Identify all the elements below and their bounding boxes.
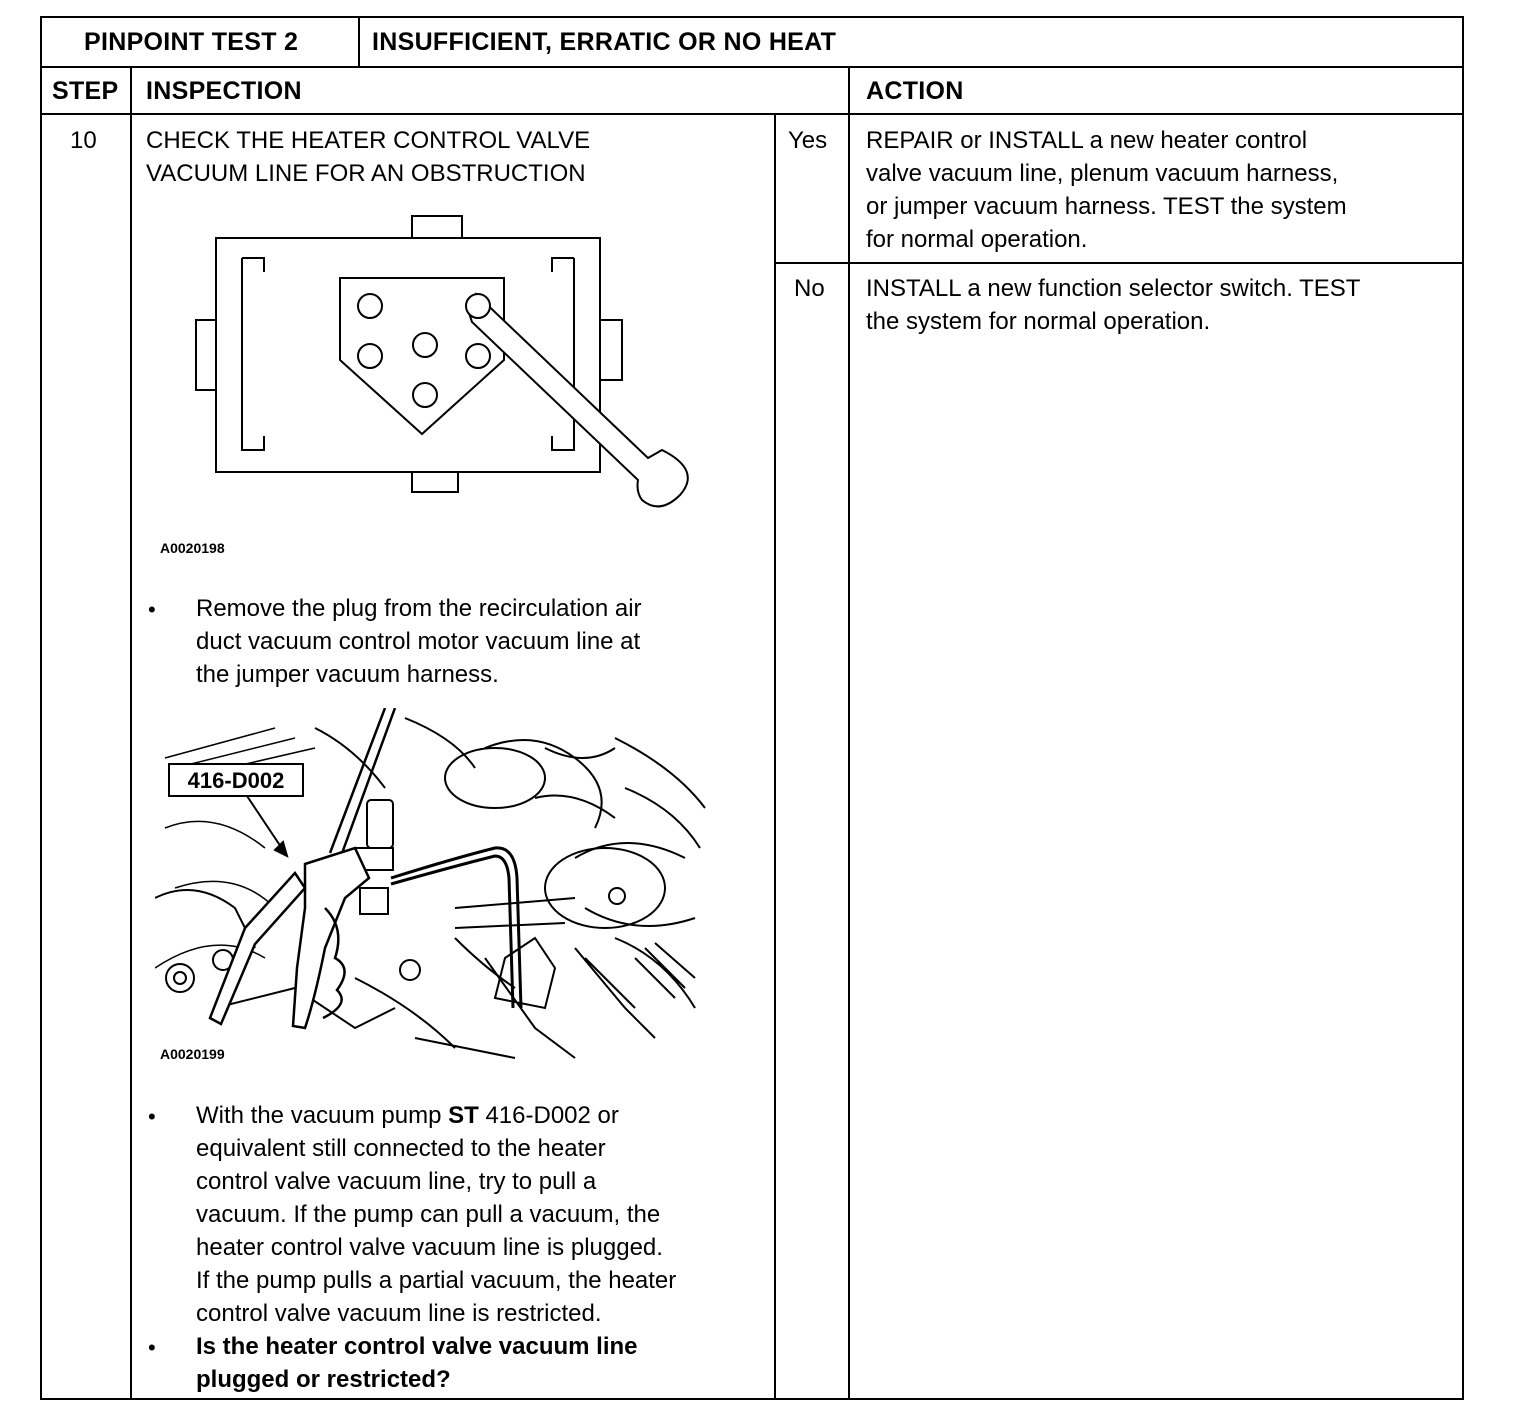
border-top [40,16,1464,18]
bullet2-line4: vacuum. If the pump can pull a vacuum, the [196,1201,661,1228]
divider-yes-no-row [774,262,1464,264]
border-header-bottom [40,66,1464,68]
yes-label: Yes [788,127,828,154]
bullet2-line7: control valve vacuum line is restricted. [196,1300,602,1327]
bullet1-line3: the jumper vacuum harness. [196,661,499,688]
question-line1: Is the heater control valve vacuum line [196,1333,638,1360]
col-header-action: ACTION [866,77,964,105]
yes-action-line4: for normal operation. [866,226,1088,253]
yes-action-line2: valve vacuum line, plenum vacuum harness, [866,160,1339,187]
bullet1-symbol: • [148,597,156,622]
divider-action [848,66,850,1400]
test-label: PINPOINT TEST 2 [84,28,299,56]
bullet2-line3: control valve vacuum line, try to pull a [196,1168,597,1195]
step-title-line1: CHECK THE HEATER CONTROL VALVE [146,127,591,154]
figure2-caption: A0020199 [160,1046,225,1062]
no-action-line1: INSTALL a new function selector switch. TEST [866,275,1361,302]
col-header-inspection: INSPECTION [146,77,302,105]
border-colheader-bottom [40,113,1464,115]
bullet1-line2: duct vacuum control motor vacuum line at [196,628,641,655]
border-left [40,16,42,1400]
bullet1-line1: Remove the plug from the recirculation air [196,595,642,622]
yes-action-line3: or jumper vacuum harness. TEST the system [866,193,1347,220]
divider-step [130,66,132,1400]
question-line2: plugged or restricted? [196,1366,451,1393]
bullet2-line1-bold: ST [448,1102,479,1129]
figure1-caption: A0020198 [160,540,225,556]
connector-diagram [190,210,710,520]
vacuum-pump-illustration [155,708,715,1068]
divider-header [358,16,360,67]
border-right [1462,16,1464,1400]
step-number: 10 [70,127,97,154]
no-action-line2: the system for normal operation. [866,308,1211,335]
bullet2-line1 [196,1099,619,1132]
no-label: No [794,275,825,302]
bullet2-line1-pre: With the vacuum pump [196,1102,449,1129]
test-title: INSUFFICIENT, ERRATIC OR NO HEAT [372,28,837,56]
tool-label: 416-D002 [187,768,285,793]
bullet2-line1-post: 416-D002 or [478,1102,619,1129]
divider-yesno [774,113,776,1400]
bullet2-line2: equivalent still connected to the heater [196,1135,606,1162]
col-header-step: STEP [52,77,119,105]
step-title-line2: VACUUM LINE FOR AN OBSTRUCTION [146,160,586,187]
yes-action-line1: REPAIR or INSTALL a new heater control [866,127,1308,154]
bullet3-symbol: • [148,1335,156,1360]
bullet2-symbol: • [148,1104,156,1129]
bullet2-line5: heater control valve vacuum line is plugged. [196,1234,663,1261]
bullet2-line6: If the pump pulls a partial vacuum, the heater [196,1267,677,1294]
border-bottom [40,1398,1464,1400]
